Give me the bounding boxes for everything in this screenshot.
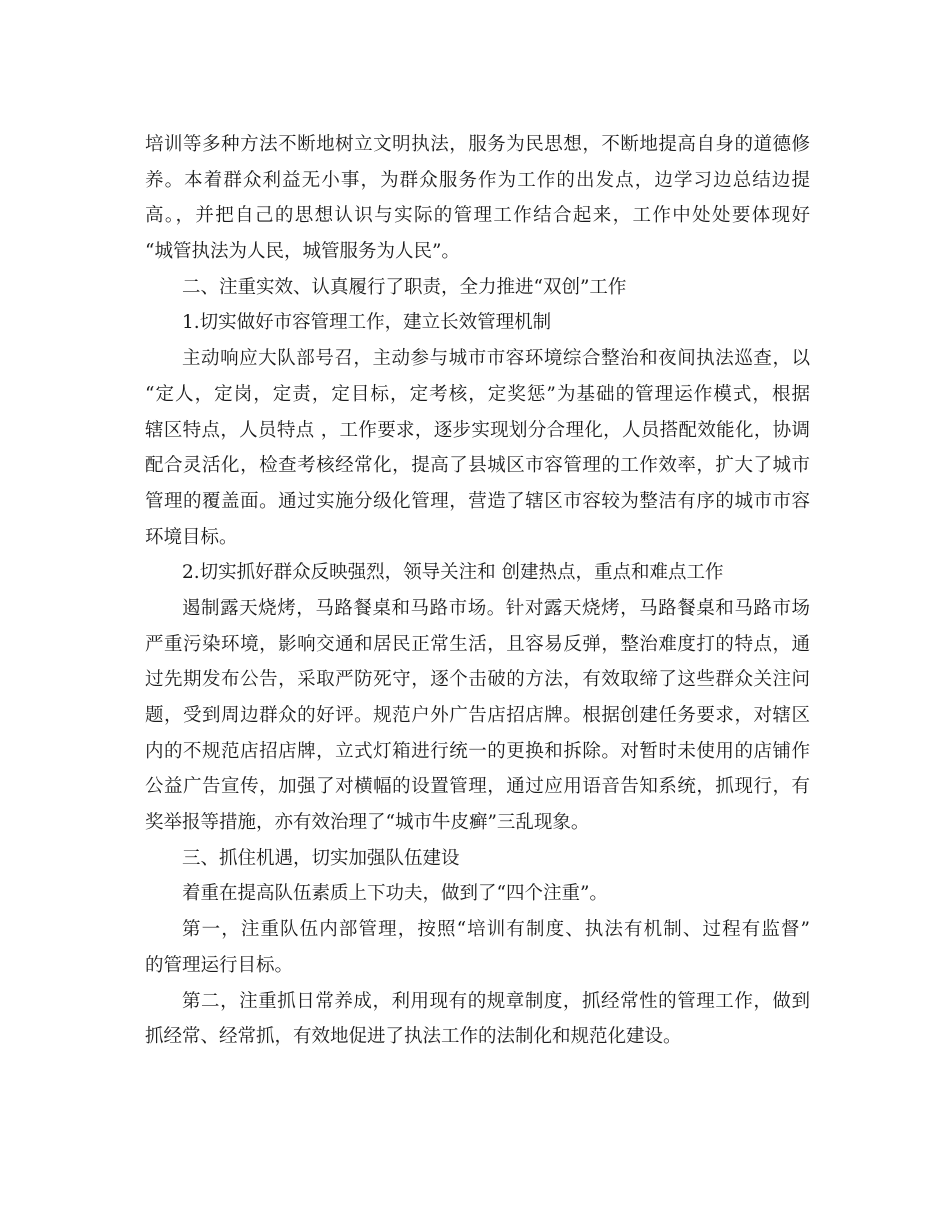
text-line: 的管理运行目标。 <box>145 954 294 976</box>
text-line: 高。，并把自己的思想认识与实际的管理工作结合起来，工作中处处要体现好 <box>145 205 810 227</box>
text-line: 过先期发布公告，采取严防死守，逐个击破的方法，有效取缔了这些群众关注问 <box>145 669 810 691</box>
text-line: 奖举报等措施，亦有效治理了“城市牛皮癣”三乱现象。 <box>145 812 590 834</box>
text-line: 1.切实做好市容管理工作，建立长效管理机制 <box>182 312 552 334</box>
text-line: 严重污染环境，影响交通和居民正常生活，且容易反弹，整治难度打的特点，通 <box>145 633 810 655</box>
text-line: 三、抓住机遇，切实加强队伍建设 <box>182 847 460 869</box>
text-line: 题，受到周边群众的好评。规范户外广告店招店牌。根据创建任务要求，对辖区 <box>145 705 810 726</box>
text-line: 养。本着群众利益无小事，为群众服务作为工作的出发点，边学习边总结边提 <box>145 169 810 191</box>
text-line: 二、注重实效、认真履行了职责，全力推进“双创”工作 <box>182 276 627 298</box>
text-line: 第二，注重抓日常养成，利用现有的规章制度，抓经常性的管理工作，做到 <box>182 990 810 1012</box>
text-line: “定人，定岗，定责，定目标，定考核，定奖惩”为基础的管理运作模式，根据 <box>145 383 810 405</box>
text-line: “城管执法为人民，城管服务为人民”。 <box>145 241 460 263</box>
text-line: 培训等多种方法不断地树立文明执法，服务为民思想，不断地提高自身的道德修 <box>145 134 810 155</box>
text-line: 第一，注重队伍内部管理，按照“培训有制度、执法有机制、过程有监督” <box>182 919 810 941</box>
text-line: 抓经常、经常抓，有效地促进了执法工作的法制化和规范化建设。 <box>145 1026 682 1048</box>
text-line: 管理的覆盖面。通过实施分级化管理，营造了辖区市容较为整洁有序的城市市容 <box>145 490 810 512</box>
document-body <box>145 127 810 1055</box>
text-line: 主动响应大队部号召，主动参与城市市容环境综合整治和夜间执法巡查，以 <box>182 348 810 370</box>
text-line: 配合灵活化，检查考核经常化，提高了县城区市容管理的工作效率，扩大了城市 <box>145 455 810 477</box>
text-line: 着重在提高队伍素质上下功夫，做到了“四个注重”。 <box>182 883 608 905</box>
text-line: 2.切实抓好群众反映强烈，领导关注和 创建热点，重点和难点工作 <box>182 562 724 584</box>
text-line: 公益广告宣传，加强了对横幅的设置管理，通过应用语音告知系统，抓现行，有 <box>145 776 810 798</box>
text-line: 辖区特点，人员特点 ，工作要求，逐步实现划分合理化，人员搭配效能化，协调 <box>145 419 810 441</box>
text-line: 环境目标。 <box>145 526 238 548</box>
text-line: 内的不规范店招店牌，立式灯箱进行统一的更换和拆除。对暂时未使用的店铺作 <box>145 740 810 762</box>
text-line: 遏制露天烧烤，马路餐桌和马路市场。针对露天烧烤，马路餐桌和马路市场 <box>182 597 810 619</box>
